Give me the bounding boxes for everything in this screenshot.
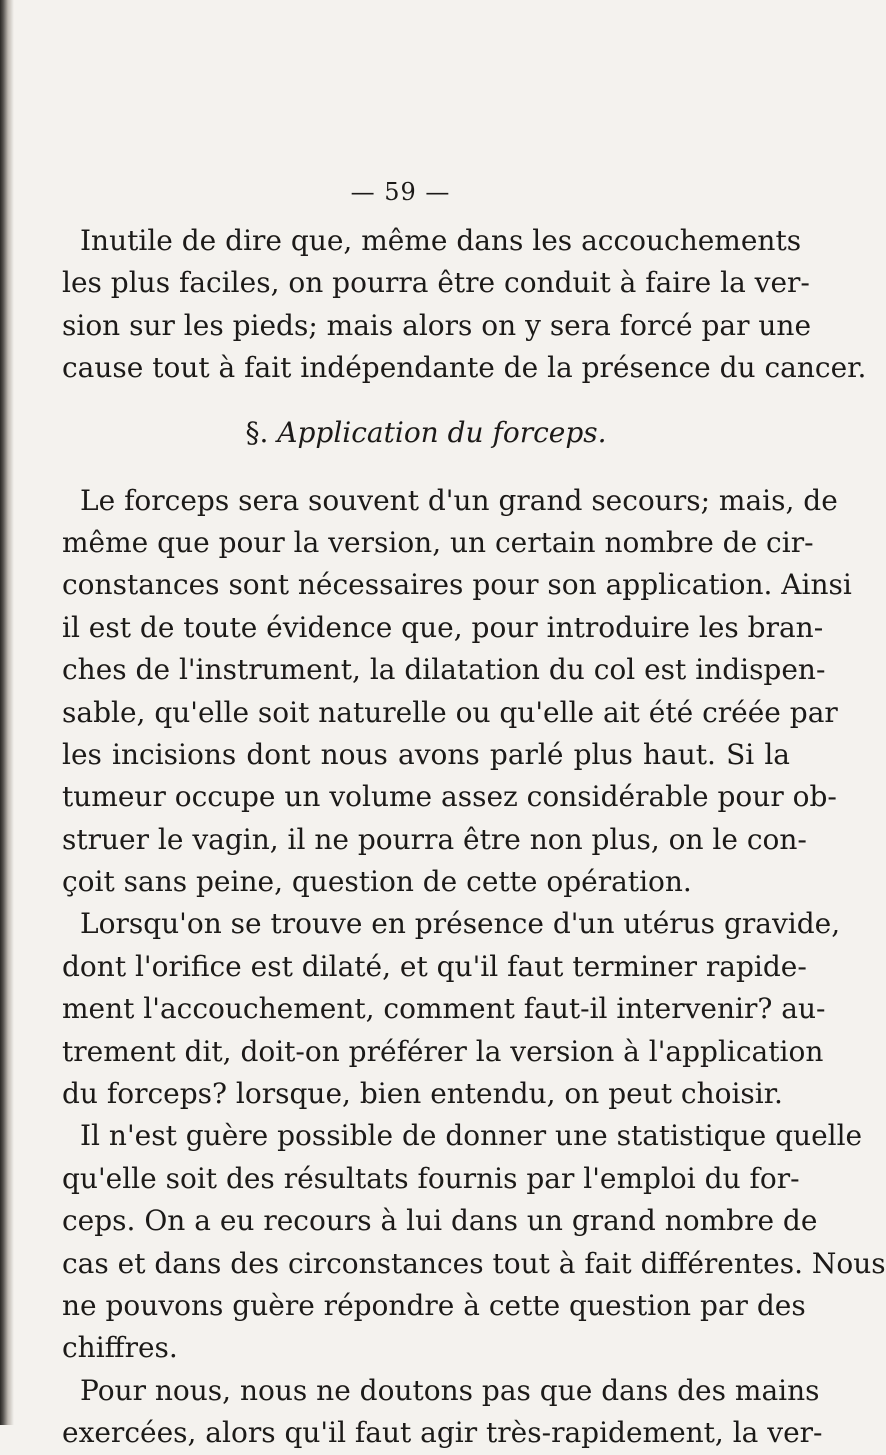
book-binding-edge xyxy=(0,0,14,1425)
text-line: constances sont nécessaires pour son application. Ainsi xyxy=(62,568,852,602)
text-line: du forceps? lorsque, bien entendu, on peut choisir. xyxy=(62,1077,783,1111)
text-line: il est de toute évidence que, pour introduire les bran- xyxy=(62,610,824,644)
paragraph-5 xyxy=(62,1370,823,1455)
text-line: Lorsqu'on se trouve en présence d'un utérus gravide, xyxy=(80,907,841,941)
text-line: sable, qu'elle soit naturelle ou qu'elle ait été créée par xyxy=(62,695,838,729)
page-number: — 59 — xyxy=(350,178,451,206)
text-line: ches de l'instrument, la dilatation du col est indispen- xyxy=(62,653,826,687)
section-heading xyxy=(62,396,790,470)
text-line: Pour nous, nous ne doutons pas que dans des mains xyxy=(80,1373,820,1407)
paragraph-3 xyxy=(62,903,841,1115)
text-line: les incisions dont nous avons parlé plus haut. Si la xyxy=(62,737,790,771)
text-line: çoit sans peine, question de cette opération. xyxy=(62,865,692,899)
text-line: exercées, alors qu'il faut agir très-rapidement, la ver- xyxy=(62,1416,823,1450)
text-line: Inutile de dire que, même dans les accouchements xyxy=(80,224,802,257)
text-line: sion sur les pieds; mais alors on y sera forcé par une xyxy=(62,308,812,342)
section-title: Application du forceps. xyxy=(277,415,607,449)
text-line: tumeur occupe un volume assez considérable pour ob- xyxy=(62,780,837,814)
text-line: Il n'est guère possible de donner une statistique quelle xyxy=(80,1119,863,1153)
text-line: les plus faciles, on pourra être conduit à faire la ver- xyxy=(62,266,810,300)
paragraph-4 xyxy=(62,1115,886,1369)
text-line: dont l'orifice est dilaté, et qu'il faut terminer rapide- xyxy=(62,949,807,983)
text-line: trement dit, doit-on préférer la version à l'application xyxy=(62,1034,824,1068)
paragraph-1 xyxy=(62,220,867,390)
text-line: Le forceps sera souvent d'un grand secours; mais, de xyxy=(80,483,838,517)
text-line: qu'elle soit des résultats fournis par l'emploi du for- xyxy=(62,1161,800,1195)
text-line: ne pouvons guère répondre à cette question par des xyxy=(62,1288,806,1322)
section-symbol: §. xyxy=(245,415,269,449)
page-body xyxy=(62,220,886,1455)
text-line: struer le vagin, il ne pourra être non plus, on le con- xyxy=(62,822,807,856)
text-line: ment l'accouchement, comment faut-il intervenir? au- xyxy=(62,992,826,1026)
text-line: ceps. On a eu recours à lui dans un grand nombre de xyxy=(62,1204,818,1238)
paragraph-2 xyxy=(62,480,852,904)
text-line: même que pour la version, un certain nombre de cir- xyxy=(62,525,814,559)
text-line: cas et dans des circonstances tout à fait différentes. Nous xyxy=(62,1246,886,1280)
text-line: cause tout à fait indépendante de la présence du cancer. xyxy=(62,351,867,385)
text-line: chiffres. xyxy=(62,1331,178,1365)
